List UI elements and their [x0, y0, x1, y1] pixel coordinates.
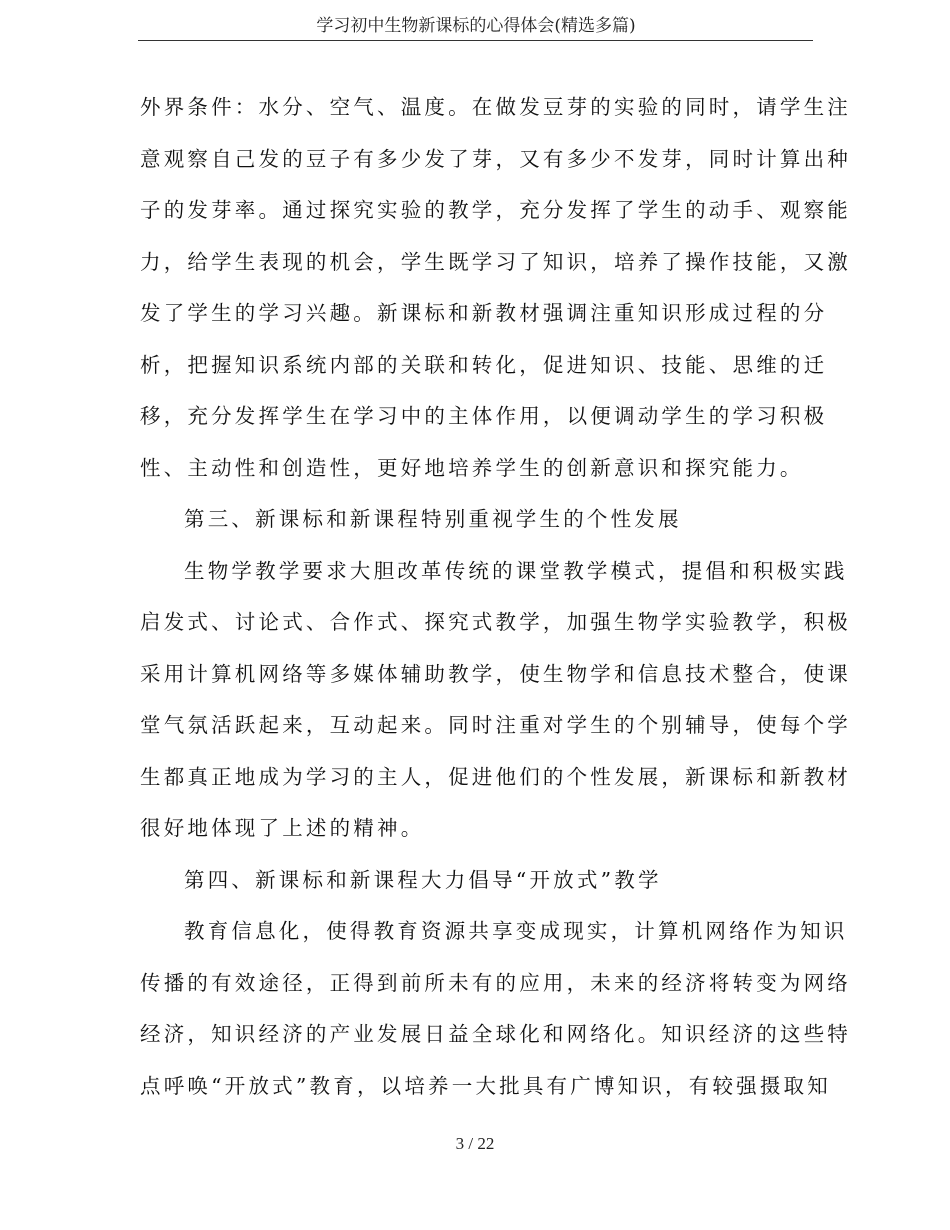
text-line: 教育信息化，使得教育资源共享变成现实，计算机网络作为知识: [184, 919, 848, 943]
header-divider: [138, 40, 813, 41]
text-line: 意观察自己发的豆子有多少发了芽，又有多少不发芽，同时计算出种: [140, 146, 851, 171]
text-line: 传播的有效途径，正得到前所未有的应用，未来的经济将转变为网络: [140, 970, 851, 995]
text-line: 性、主动性和创造性，更好地培养学生的创新意识和探究能力。: [140, 455, 804, 480]
text-line: 子的发芽率。通过探究实验的教学，充分发挥了学生的动手、观察能: [140, 198, 851, 222]
text-line: 经济，知识经济的产业发展日益全球化和网络化。知识经济的这些特: [140, 1022, 851, 1046]
text-line: 很好地体现了上述的精神。: [140, 816, 425, 840]
text-line: 堂气氛活跃起来，互动起来。同时注重对学生的个别辅导，使每个学: [140, 713, 851, 737]
text-line: 生都真正地成为学习的主人，促进他们的个性发展，新课标和新教材: [140, 764, 851, 789]
text-line: 发了学生的学习兴趣。新课标和新教材强调注重知识形成过程的分: [140, 301, 828, 325]
text-line: 外界条件：水分、空气、温度。在做发豆芽的实验的同时，请学生注: [140, 95, 851, 119]
text-line: 移，充分发挥学生在学习中的主体作用，以便调动学生的学习积极: [140, 404, 828, 428]
text-line: 第四、新课标和新课程大力倡导“开放式”教学: [184, 867, 662, 892]
text-line: 点呼唤“开放式”教育，以培养一大批具有广博知识，有较强摄取知: [140, 1073, 831, 1098]
page-number: 3 / 22: [455, 1134, 495, 1153]
text-line: 启发式、讨论式、合作式、探究式教学，加强生物学实验教学，积极: [140, 610, 851, 634]
text-line: 采用计算机网络等多媒体辅助教学，使生物学和信息技术整合，使课: [140, 661, 851, 686]
text-line: 析，把握知识系统内部的关联和转化，促进知识、技能、思维的迁: [140, 352, 828, 377]
text-line: 力，给学生表现的机会，学生既学习了知识，培养了操作技能，又激: [140, 249, 851, 274]
text-line: 生物学教学要求大胆改革传统的课堂教学模式，提倡和积极实践: [184, 558, 848, 583]
text-line: 第三、新课标和新课程特别重视学生的个性发展: [184, 507, 682, 531]
body-text: [140, 82, 851, 1112]
page-header-title: 学习初中生物新课标的心得体会(精选多篇): [316, 16, 636, 36]
